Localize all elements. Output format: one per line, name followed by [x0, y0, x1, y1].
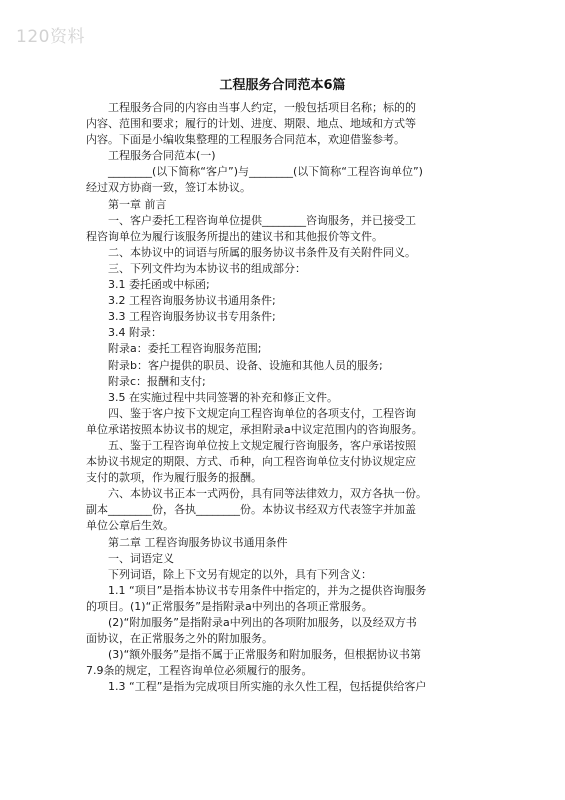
- paragraph-line: 3.3 工程咨询服务协议书专用条件;: [108, 310, 276, 324]
- paragraph-line: 1.1 “项目”是指本协议书专用条件中指定的，并为之提供咨询服务: [108, 583, 427, 597]
- paragraph-line: 3.4 附录：: [108, 326, 162, 340]
- paragraph-line: 一、客户委托工程咨询单位提供________咨询服务，并已接受工: [108, 213, 416, 227]
- paragraph-line: 1.3 “工程”是指为完成项目所实施的永久性工程，包括提供给客户: [108, 680, 427, 694]
- paragraph-line: 五、鉴于工程咨询单位按上文规定履行咨询服务，客户承诺按照: [108, 438, 416, 452]
- paragraph-line: 附录a：委托工程咨询服务范围;: [108, 342, 262, 356]
- paragraph-line: 的项目。(1)“正常服务”是指附录a中列出的各项正常服务。: [86, 599, 373, 613]
- paragraph-line: 工程服务合同的内容由当事人约定，一般包括项目名称；标的的: [108, 101, 416, 114]
- paragraph-line: 3.1 委托函或中标函;: [108, 278, 210, 292]
- paragraph-line: 程咨询单位为履行该服务所提出的建议书和其他报价等文件。: [86, 229, 383, 243]
- paragraph-line: 单位公章后生效。: [86, 519, 174, 533]
- watermark: 120资料: [16, 27, 85, 47]
- paragraph-line: 支付的款项，作为履行服务的报酬。: [86, 471, 262, 485]
- paragraph-line: 单位承诺按照本协议书的规定，承担附录a中议定范围内的咨询服务。: [86, 422, 423, 436]
- paragraph-line: 工程服务合同范本(一): [108, 149, 216, 163]
- paragraph-line: ________(以下简称“客户”)与________(以下简称“工程咨询单位”): [108, 165, 423, 179]
- paragraph-line: 六、本协议书正本一式两份，具有同等法律效力，双方各执一份。: [108, 487, 427, 501]
- paragraph-line: (2)“附加服务”是指附录a中列出的各项附加服务，以及经双方书: [108, 616, 417, 629]
- paragraph-line: 三、下列文件均为本协议书的组成部分：: [108, 261, 306, 275]
- paragraph-line: 7.9条的规定，工程咨询单位必须履行的服务。: [86, 664, 313, 678]
- paragraph-line: 二、本协议中的词语与所属的服务协议书条件及有关附件同义。: [108, 245, 416, 259]
- paragraph-line: 一、词语定义: [108, 551, 174, 565]
- paragraph-line: 内容、范围和要求；履行的计划、进度、期限、地点、地域和方式等: [86, 117, 416, 131]
- paragraph-line: 四、鉴于客户按下文规定向工程咨询单位的各项支付，工程咨询: [108, 406, 416, 420]
- paragraph-line: 第一章 前言: [108, 197, 167, 211]
- paragraph-line: 第二章 工程咨询服务协议书通用条件: [108, 535, 288, 549]
- paragraph-line: 下列词语，除上下文另有规定的以外，具有下列含义：: [108, 567, 372, 581]
- paragraph-line: 面协议，在正常服务之外的附加服务。: [86, 632, 273, 646]
- paragraph-line: 经过双方协商一致，签订本协议。: [86, 181, 251, 195]
- paragraph-line: 3.5 在实施过程中共同签署的补充和修正文件。: [108, 390, 338, 404]
- paragraph-line: 本协议书规定的期限、方式、币种，向工程咨询单位支付协议规定应: [86, 455, 416, 469]
- paragraph-line: (3)“额外服务”是指不属于正常服务和附加服务，但根据协议书第: [108, 648, 421, 662]
- document-title: 工程服务合同范本6篇: [219, 78, 346, 93]
- paragraph-line: 附录b：客户提供的职员、设备、设施和其他人员的服务;: [108, 358, 383, 372]
- paragraph-line: 3.2 工程咨询服务协议书通用条件;: [108, 294, 276, 308]
- paragraph-line: 副本________份，各执________份。本协议书经双方代表签字并加盖: [86, 503, 416, 517]
- paragraph-line: 内容。下面是小编收集整理的工程服务合同范本，欢迎借鉴参考。: [86, 133, 405, 147]
- document-body: [86, 100, 490, 695]
- paragraph-line: 附录c：报酬和支付;: [108, 374, 206, 388]
